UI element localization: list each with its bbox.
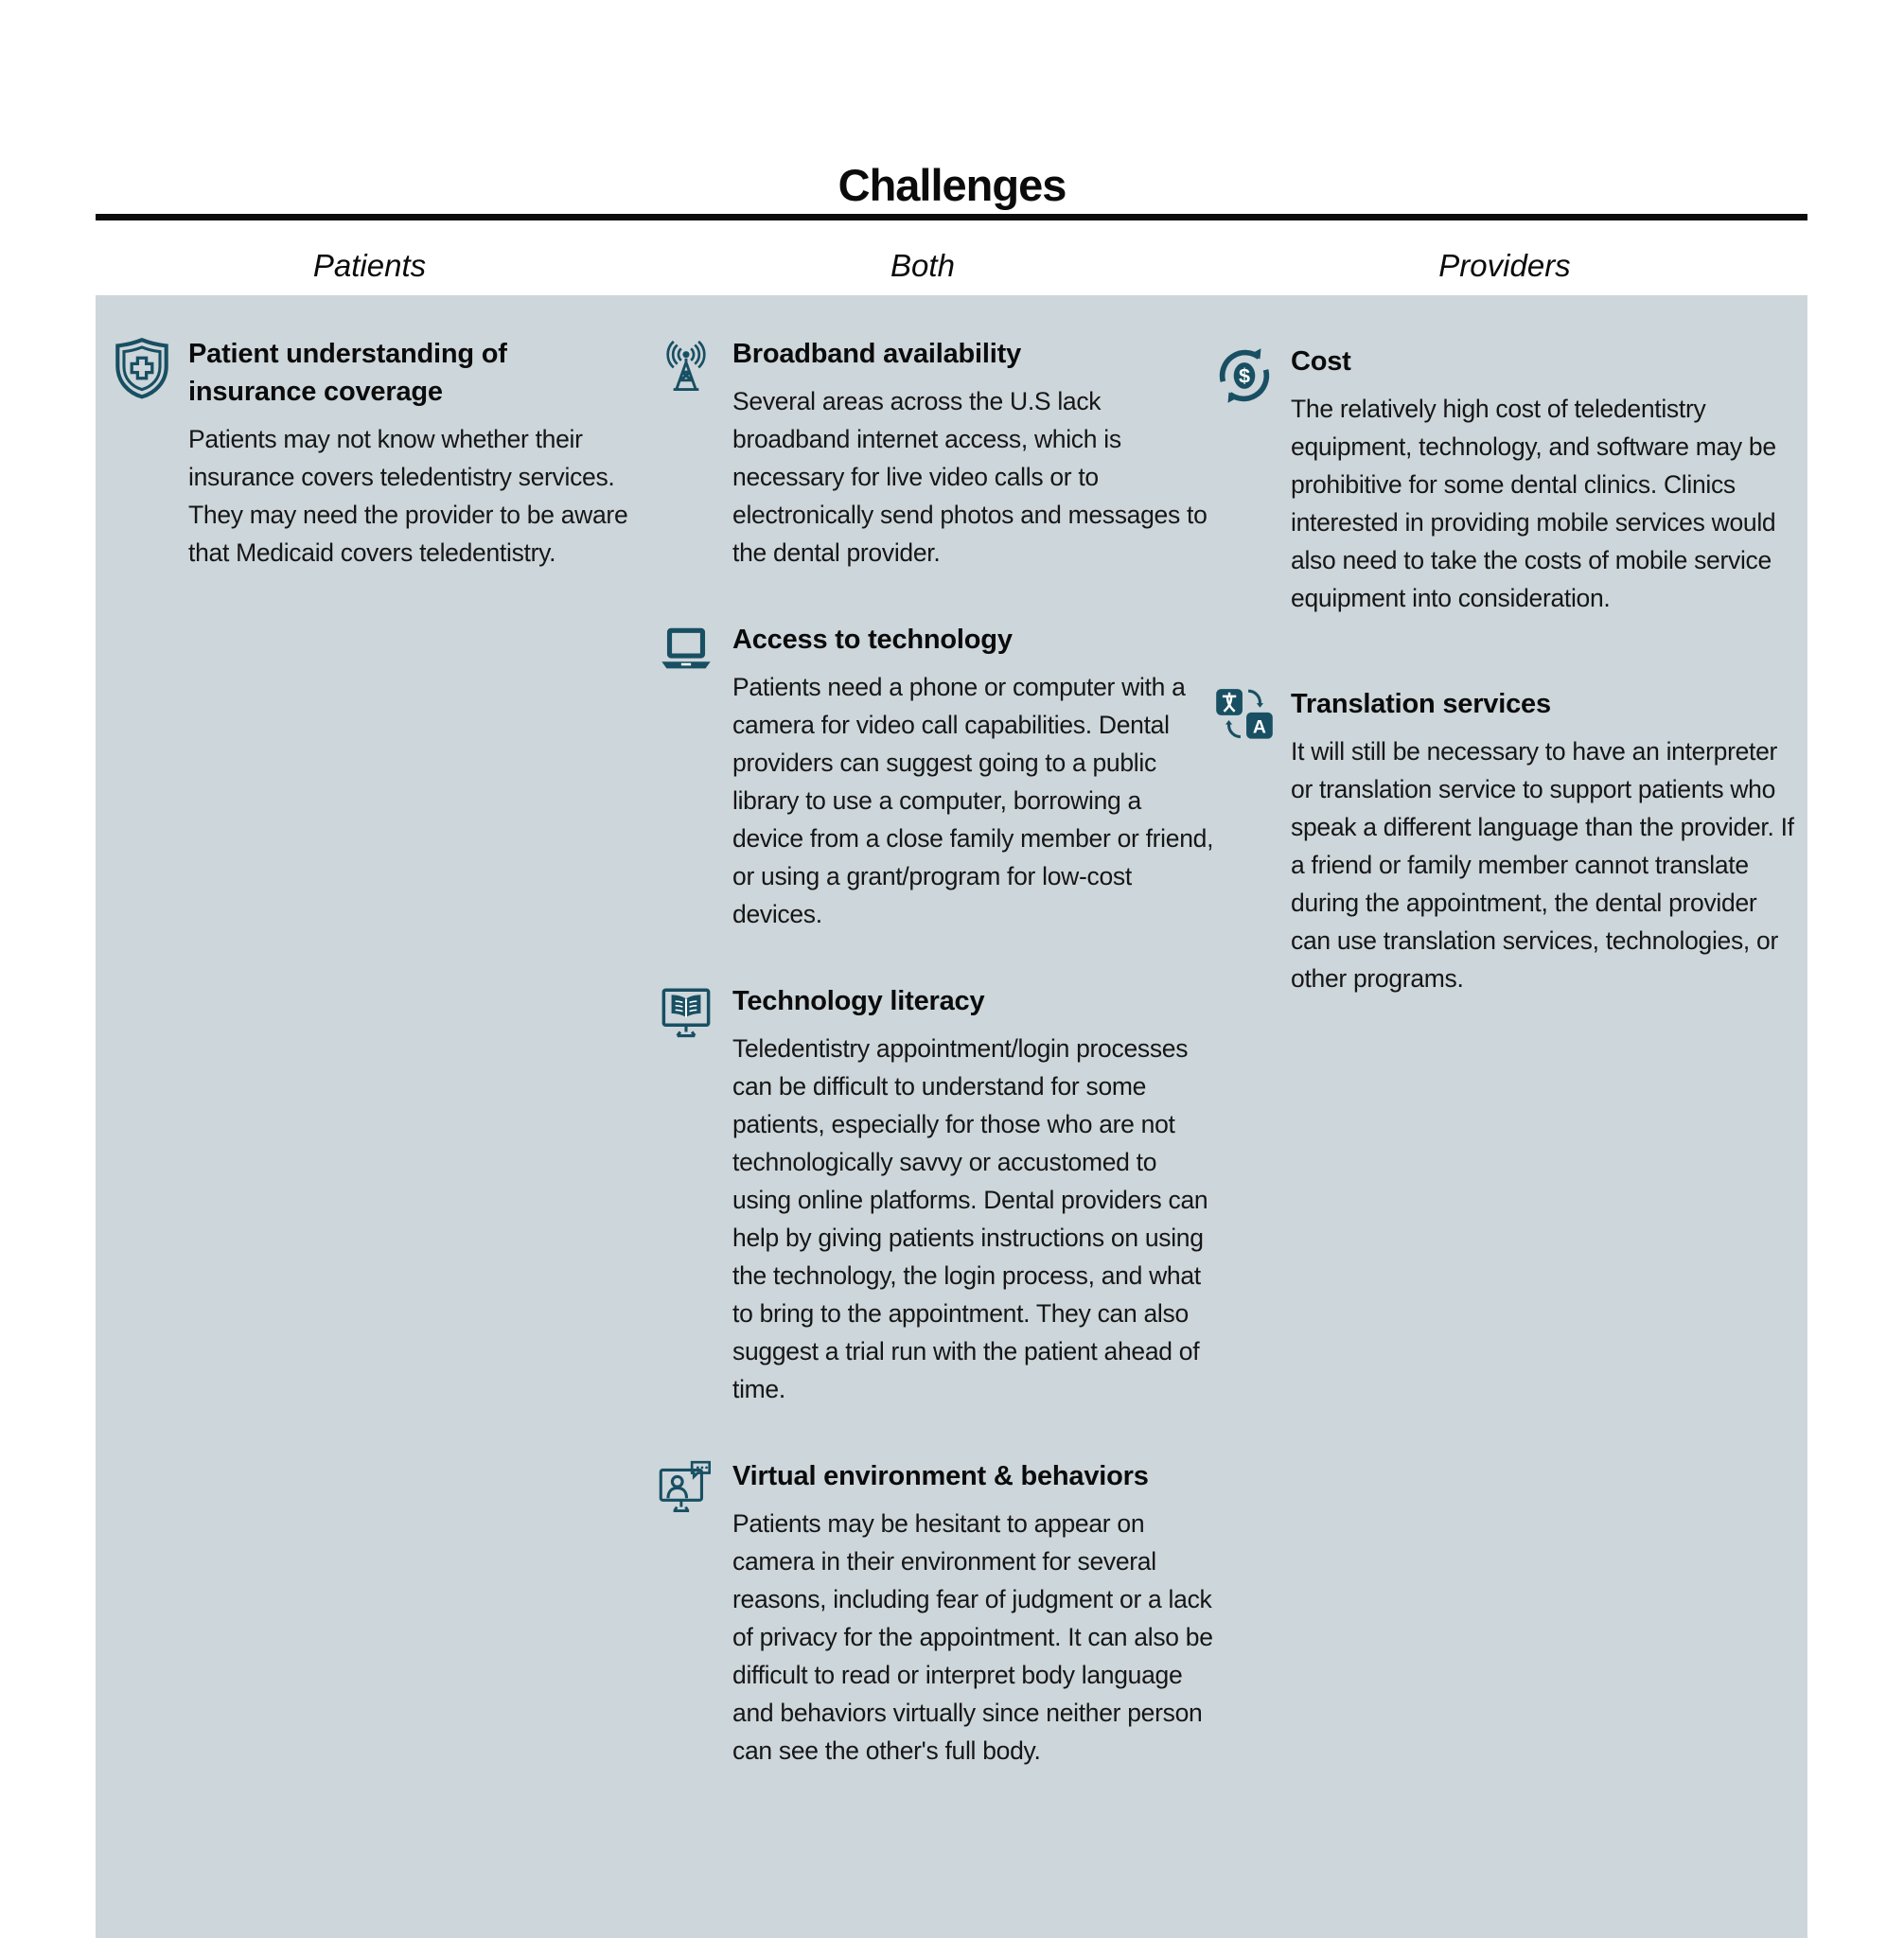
section-body: Patients may be hesitant to appear on camera in their environment for several reasons, including fear of judgment or a lack of privacy for the appointment. It can also be difficult to read or interpret body language and behaviors virtually since neither person can see the other's full body.	[732, 1509, 1213, 1765]
section-translation	[1209, 683, 1800, 997]
page-title: Challenges	[837, 160, 1067, 210]
column-header-patients: Patients	[312, 248, 427, 283]
section-heading: Cost	[1291, 346, 1351, 377]
section-body: Patients need a phone or computer with a camera for video call capabilities. Dental providers can suggest going to a public library to use a computer, borrowing a device from a close family member or friend, or using a grant/program for low-cost devices.	[732, 673, 1214, 928]
laptop-icon	[651, 619, 721, 689]
section-heading: Technology literacy	[732, 986, 985, 1016]
section-body: Teledentistry appointment/login processes can be difficult to understand for some patients, especially for those who are not technologically savvy or accustomed to using online platforms. Dental providers can help by giving patients instructions on using the technology, the login process, and what to bring to the appointment. They can also suggest a trial run with the patient ahead of time.	[732, 1034, 1208, 1403]
section-broadband	[651, 333, 1215, 572]
section-body: Patients may not know whether their insurance covers teledentistry services. They may need the provider to be aware that Medicaid covers teledentistry.	[188, 425, 628, 567]
shield-cross-icon	[107, 333, 177, 403]
svg-text:$: $	[1238, 363, 1251, 388]
section-cost	[1209, 341, 1800, 617]
section-body: It will still be necessary to have an interpreter or translation service to support patients who speak a different language than the provider. If a friend or family member cannot translate during the appointment, the dental provider can use translation services, technologies, or other programs.	[1291, 737, 1794, 993]
virtual-person-monitor-icon	[651, 1455, 721, 1525]
book-monitor-icon	[651, 980, 721, 1050]
column-header-providers: Providers	[1438, 248, 1571, 283]
section-heading: Broadband availability	[732, 339, 1022, 369]
section-body: The relatively high cost of teledentistry equipment, technology, and software may be prohibitive for some dental clinics. Clinics interested in providing mobile services would also need to take the costs of mobile service equipment into consideration.	[1291, 395, 1776, 612]
column-providers	[1209, 341, 1800, 1064]
money-cycle-icon	[1209, 341, 1279, 411]
column-both	[651, 333, 1215, 1817]
column-patients	[107, 333, 639, 619]
section-heading: Virtual environment & behaviors	[732, 1461, 1149, 1491]
section-insurance-understanding	[107, 333, 639, 572]
column-header-both: Both	[890, 248, 955, 283]
section-heading: Access to technology	[732, 625, 1013, 655]
broadcast-tower-icon	[651, 333, 721, 403]
section-body: Several areas across the U.S lack broadband internet access, which is necessary for live video calls or to electronically send photos and messages to the dental provider.	[732, 387, 1208, 567]
title-underline	[96, 214, 1807, 220]
section-access-technology	[651, 619, 1215, 933]
section-heading: Translation services	[1291, 689, 1551, 719]
svg-text:A: A	[1252, 716, 1266, 738]
section-technology-literacy	[651, 980, 1215, 1408]
section-heading: Patient understanding of insurance coverage	[188, 339, 507, 407]
translation-icon	[1209, 683, 1279, 753]
section-virtual-environment	[651, 1455, 1215, 1770]
